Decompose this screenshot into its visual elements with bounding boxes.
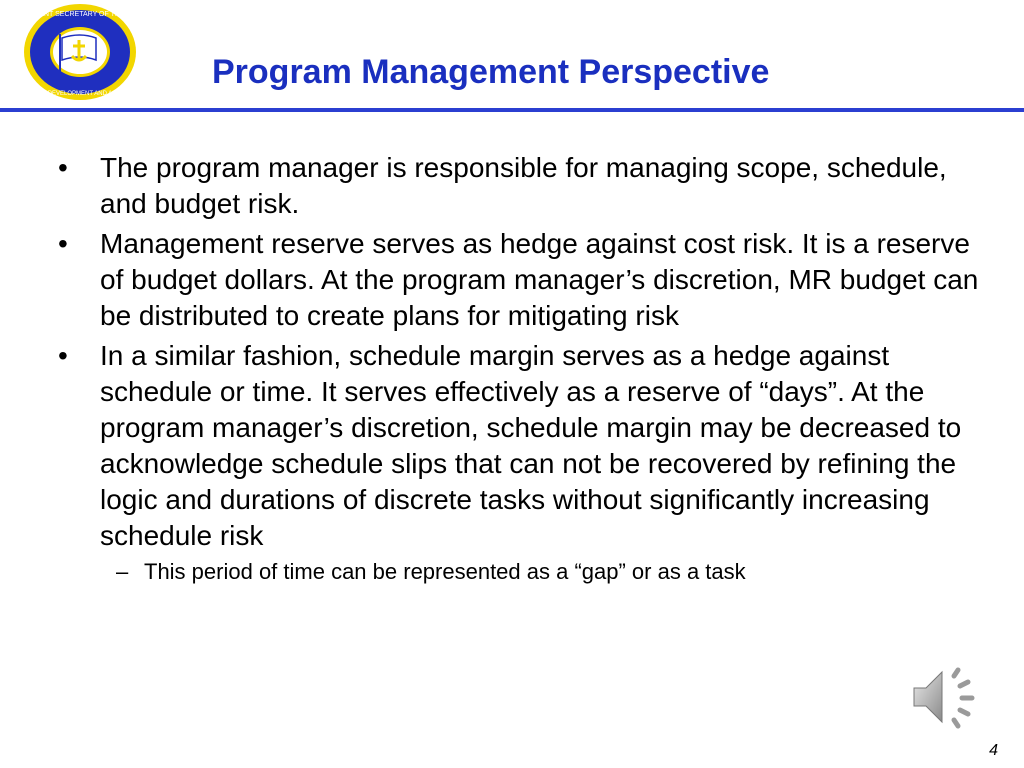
sub-bullet-item [54,558,984,586]
sub-bullet-text: This period of time can be represented as a “gap” or as a task [144,559,746,584]
bullet-mark: • [58,340,68,371]
bullet-item [54,150,984,222]
sub-bullet-mark: – [116,559,129,584]
page-number: 4 [989,742,998,759]
navy-seal-logo [12,2,148,102]
bullet-text: The program manager is responsible for managing scope, schedule, and budget risk. [100,152,947,219]
bullet-mark: • [58,228,68,259]
bullet-mark: • [58,152,68,183]
title-divider [0,108,1024,112]
bullet-item [54,226,984,334]
seal-icon [12,2,148,102]
slide-body [54,150,984,586]
svg-text:RESEARCH DEVELOPMENT AND ACQUI: RESEARCH DEVELOPMENT AND ACQUISITION [12,91,148,97]
bullet-item [54,338,984,554]
bullet-text: Management reserve serves as hedge against cost risk. It is a reserve of budget dollars. At the program manager’s discretion, MR budget can be distributed to create plans for mitigating risk [100,228,979,331]
speaker-icon[interactable] [908,662,984,732]
svg-text:ASSISTANT SECRETARY OF THE NAV: ASSISTANT SECRETARY OF THE NAVY [14,11,146,18]
slide-title: Program Management Perspective [212,53,770,91]
bullet-text: In a similar fashion, schedule margin serves as a hedge against schedule or time. It serves effectively as a reserve of “days”. At the program manager’s discretion, schedule margin may be decreased to acknowledge schedule slips that can not be recovered by refining the logic and durations of discrete tasks without significantly increasing schedule risk [100,340,962,551]
